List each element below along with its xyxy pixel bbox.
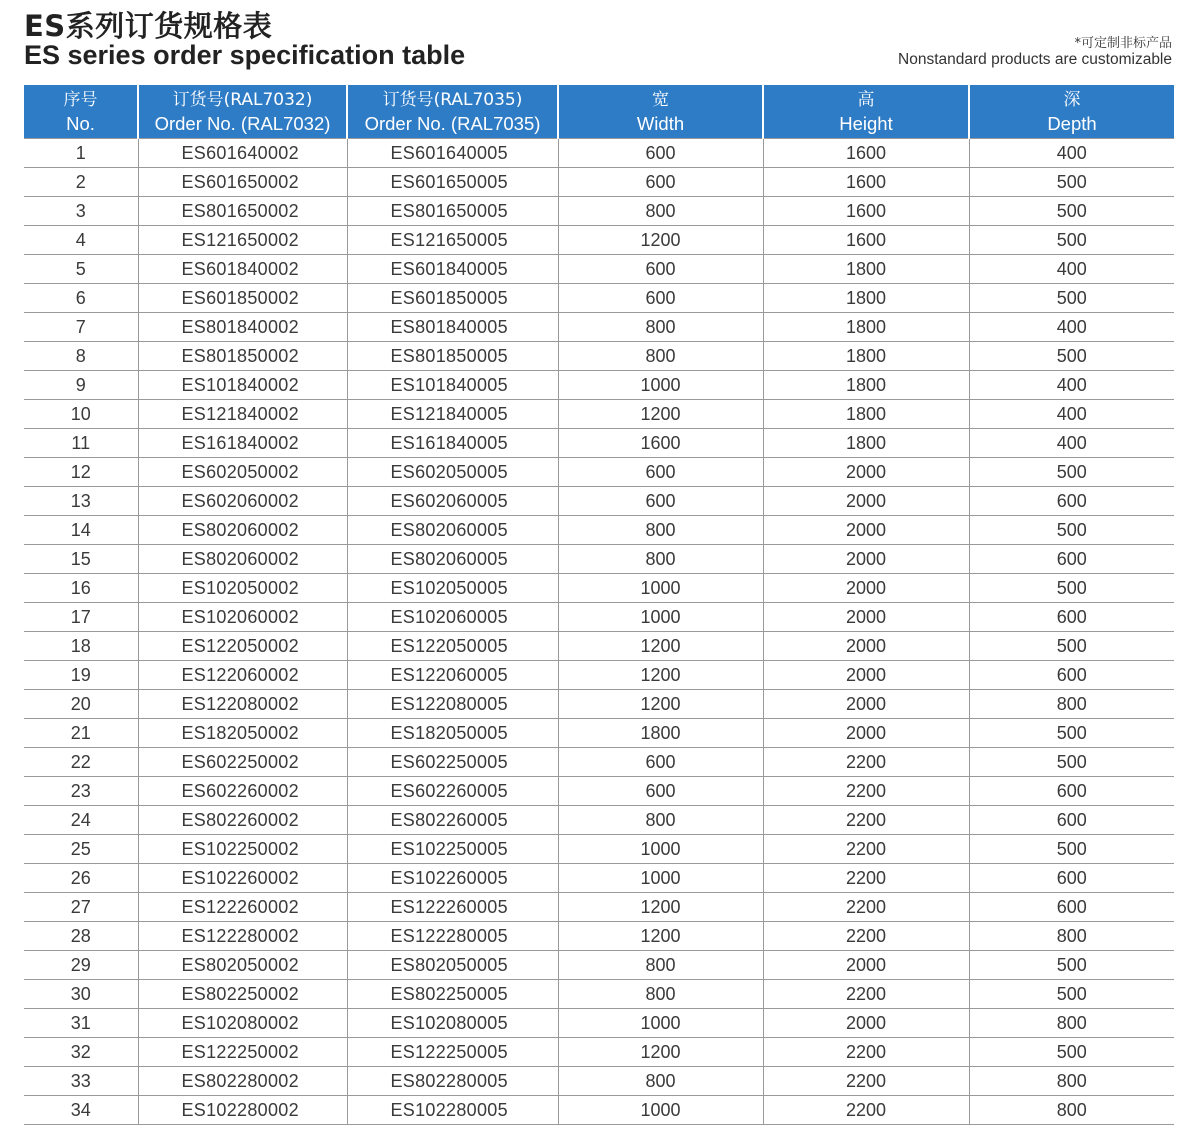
table-row bbox=[24, 168, 1174, 197]
cell-no: 26 bbox=[24, 864, 138, 893]
cell-order-ral7035: ES102250005 bbox=[347, 835, 558, 864]
table-row bbox=[24, 719, 1174, 748]
cell-no: 30 bbox=[24, 980, 138, 1009]
cell-no: 12 bbox=[24, 458, 138, 487]
cell-order-ral7035: ES802060005 bbox=[347, 516, 558, 545]
cell-depth: 500 bbox=[969, 342, 1174, 371]
cell-depth: 800 bbox=[969, 690, 1174, 719]
cell-height: 2200 bbox=[763, 806, 969, 835]
cell-no: 33 bbox=[24, 1067, 138, 1096]
cell-order-ral7035: ES182050005 bbox=[347, 719, 558, 748]
table-row bbox=[24, 139, 1174, 168]
cell-width: 600 bbox=[558, 255, 763, 284]
cell-order-ral7035: ES121650005 bbox=[347, 226, 558, 255]
cell-order-ral7032: ES602250002 bbox=[138, 748, 347, 777]
cell-width: 600 bbox=[558, 284, 763, 313]
cell-height: 2200 bbox=[763, 922, 969, 951]
page-title-en: ES series order specification table bbox=[24, 40, 466, 70]
table-row bbox=[24, 864, 1174, 893]
table-row bbox=[24, 226, 1174, 255]
cell-order-ral7035: ES102060005 bbox=[347, 603, 558, 632]
cell-height: 1600 bbox=[763, 226, 969, 255]
cell-width: 1200 bbox=[558, 922, 763, 951]
cell-order-ral7032: ES802280002 bbox=[138, 1067, 347, 1096]
cell-width: 1200 bbox=[558, 893, 763, 922]
table-row bbox=[24, 661, 1174, 690]
cell-order-ral7035: ES122050005 bbox=[347, 632, 558, 661]
cell-order-ral7035: ES802060005 bbox=[347, 545, 558, 574]
cell-order-ral7032: ES801840002 bbox=[138, 313, 347, 342]
cell-order-ral7032: ES182050002 bbox=[138, 719, 347, 748]
cell-order-ral7032: ES802250002 bbox=[138, 980, 347, 1009]
cell-order-ral7032: ES601850002 bbox=[138, 284, 347, 313]
cell-order-ral7035: ES802280005 bbox=[347, 1067, 558, 1096]
cell-depth: 800 bbox=[969, 1009, 1174, 1038]
cell-width: 1000 bbox=[558, 835, 763, 864]
cell-height: 2000 bbox=[763, 951, 969, 980]
cell-order-ral7032: ES601640002 bbox=[138, 139, 347, 168]
cell-height: 2200 bbox=[763, 1038, 969, 1067]
cell-order-ral7035: ES102280005 bbox=[347, 1096, 558, 1125]
table-row bbox=[24, 574, 1174, 603]
cell-order-ral7035: ES801840005 bbox=[347, 313, 558, 342]
cell-depth: 600 bbox=[969, 893, 1174, 922]
cell-no: 32 bbox=[24, 1038, 138, 1067]
cell-height: 1800 bbox=[763, 371, 969, 400]
cell-order-ral7035: ES122260005 bbox=[347, 893, 558, 922]
cell-order-ral7032: ES161840002 bbox=[138, 429, 347, 458]
cell-width: 1200 bbox=[558, 690, 763, 719]
cell-width: 600 bbox=[558, 487, 763, 516]
table-row bbox=[24, 893, 1174, 922]
cell-order-ral7035: ES122250005 bbox=[347, 1038, 558, 1067]
table-row bbox=[24, 835, 1174, 864]
table-row bbox=[24, 342, 1174, 371]
table-row bbox=[24, 980, 1174, 1009]
order-spec-table bbox=[24, 85, 1174, 1125]
cell-depth: 600 bbox=[969, 806, 1174, 835]
cell-order-ral7035: ES122060005 bbox=[347, 661, 558, 690]
cell-order-ral7032: ES602050002 bbox=[138, 458, 347, 487]
cell-width: 1200 bbox=[558, 632, 763, 661]
cell-order-ral7035: ES602250005 bbox=[347, 748, 558, 777]
column-header-depth bbox=[969, 85, 1174, 139]
cell-height: 2200 bbox=[763, 835, 969, 864]
cell-height: 1800 bbox=[763, 313, 969, 342]
cell-depth: 500 bbox=[969, 1038, 1174, 1067]
table-row bbox=[24, 313, 1174, 342]
cell-height: 1800 bbox=[763, 255, 969, 284]
cell-height: 2000 bbox=[763, 487, 969, 516]
cell-order-ral7032: ES801650002 bbox=[138, 197, 347, 226]
cell-depth: 500 bbox=[969, 748, 1174, 777]
cell-order-ral7035: ES101840005 bbox=[347, 371, 558, 400]
cell-no: 10 bbox=[24, 400, 138, 429]
cell-no: 23 bbox=[24, 777, 138, 806]
cell-order-ral7032: ES102260002 bbox=[138, 864, 347, 893]
cell-no: 27 bbox=[24, 893, 138, 922]
cell-width: 600 bbox=[558, 168, 763, 197]
cell-height: 1800 bbox=[763, 400, 969, 429]
table-row bbox=[24, 1038, 1174, 1067]
table-row bbox=[24, 632, 1174, 661]
cell-no: 22 bbox=[24, 748, 138, 777]
cell-no: 4 bbox=[24, 226, 138, 255]
cell-width: 1200 bbox=[558, 226, 763, 255]
cell-order-ral7032: ES122080002 bbox=[138, 690, 347, 719]
cell-height: 1600 bbox=[763, 197, 969, 226]
cell-order-ral7032: ES602260002 bbox=[138, 777, 347, 806]
cell-no: 3 bbox=[24, 197, 138, 226]
cell-height: 1600 bbox=[763, 139, 969, 168]
cell-order-ral7032: ES802060002 bbox=[138, 545, 347, 574]
cell-width: 800 bbox=[558, 545, 763, 574]
cell-width: 800 bbox=[558, 951, 763, 980]
cell-depth: 500 bbox=[969, 458, 1174, 487]
cell-order-ral7032: ES602060002 bbox=[138, 487, 347, 516]
cell-width: 1000 bbox=[558, 1009, 763, 1038]
table-row bbox=[24, 777, 1174, 806]
cell-order-ral7032: ES101840002 bbox=[138, 371, 347, 400]
cell-order-ral7035: ES102260005 bbox=[347, 864, 558, 893]
cell-depth: 500 bbox=[969, 197, 1174, 226]
cell-no: 11 bbox=[24, 429, 138, 458]
cell-order-ral7032: ES801850002 bbox=[138, 342, 347, 371]
column-header-en: Order No. (RAL7032) bbox=[154, 112, 331, 134]
cell-order-ral7035: ES601640005 bbox=[347, 139, 558, 168]
cell-width: 1200 bbox=[558, 400, 763, 429]
cell-order-ral7035: ES121840005 bbox=[347, 400, 558, 429]
column-header-cn: 宽 bbox=[652, 89, 669, 110]
cell-no: 6 bbox=[24, 284, 138, 313]
table-row bbox=[24, 487, 1174, 516]
cell-width: 1000 bbox=[558, 371, 763, 400]
column-header-no bbox=[24, 85, 138, 139]
cell-depth: 800 bbox=[969, 1096, 1174, 1125]
table-row bbox=[24, 284, 1174, 313]
cell-order-ral7035: ES102050005 bbox=[347, 574, 558, 603]
cell-order-ral7032: ES802060002 bbox=[138, 516, 347, 545]
cell-order-ral7035: ES802250005 bbox=[347, 980, 558, 1009]
cell-no: 31 bbox=[24, 1009, 138, 1038]
cell-depth: 600 bbox=[969, 777, 1174, 806]
cell-order-ral7032: ES122050002 bbox=[138, 632, 347, 661]
cell-order-ral7035: ES602260005 bbox=[347, 777, 558, 806]
cell-no: 25 bbox=[24, 835, 138, 864]
table-row bbox=[24, 458, 1174, 487]
cell-no: 34 bbox=[24, 1096, 138, 1125]
table-row bbox=[24, 806, 1174, 835]
cell-height: 2000 bbox=[763, 661, 969, 690]
table-row bbox=[24, 255, 1174, 284]
cell-depth: 600 bbox=[969, 864, 1174, 893]
cell-order-ral7032: ES102060002 bbox=[138, 603, 347, 632]
cell-depth: 800 bbox=[969, 922, 1174, 951]
cell-width: 800 bbox=[558, 1067, 763, 1096]
cell-width: 800 bbox=[558, 980, 763, 1009]
cell-height: 2000 bbox=[763, 690, 969, 719]
cell-order-ral7032: ES102050002 bbox=[138, 574, 347, 603]
cell-no: 29 bbox=[24, 951, 138, 980]
table-row bbox=[24, 429, 1174, 458]
cell-order-ral7032: ES102280002 bbox=[138, 1096, 347, 1125]
table-row bbox=[24, 603, 1174, 632]
table-row bbox=[24, 922, 1174, 951]
cell-width: 800 bbox=[558, 806, 763, 835]
cell-height: 2200 bbox=[763, 1067, 969, 1096]
cell-no: 5 bbox=[24, 255, 138, 284]
cell-no: 18 bbox=[24, 632, 138, 661]
cell-width: 600 bbox=[558, 458, 763, 487]
page-title-cn: ES系列订货规格表 bbox=[24, 9, 273, 43]
cell-order-ral7032: ES122260002 bbox=[138, 893, 347, 922]
cell-width: 1200 bbox=[558, 1038, 763, 1067]
cell-order-ral7032: ES802050002 bbox=[138, 951, 347, 980]
cell-order-ral7032: ES102080002 bbox=[138, 1009, 347, 1038]
cell-depth: 600 bbox=[969, 661, 1174, 690]
cell-no: 1 bbox=[24, 139, 138, 168]
cell-no: 14 bbox=[24, 516, 138, 545]
column-header-order-ral7035 bbox=[347, 85, 558, 139]
cell-height: 2000 bbox=[763, 1009, 969, 1038]
cell-width: 1800 bbox=[558, 719, 763, 748]
cell-order-ral7035: ES601850005 bbox=[347, 284, 558, 313]
column-header-width bbox=[558, 85, 763, 139]
table-row bbox=[24, 1067, 1174, 1096]
cell-order-ral7032: ES121840002 bbox=[138, 400, 347, 429]
table-row bbox=[24, 516, 1174, 545]
cell-no: 8 bbox=[24, 342, 138, 371]
column-header-cn: 订货号(RAL7032) bbox=[172, 89, 313, 110]
cell-depth: 400 bbox=[969, 429, 1174, 458]
cell-no: 24 bbox=[24, 806, 138, 835]
cell-order-ral7032: ES601840002 bbox=[138, 255, 347, 284]
table-header-row bbox=[24, 85, 1174, 139]
cell-no: 28 bbox=[24, 922, 138, 951]
cell-order-ral7035: ES801850005 bbox=[347, 342, 558, 371]
column-header-cn: 序号 bbox=[63, 89, 98, 110]
cell-height: 2000 bbox=[763, 458, 969, 487]
cell-width: 1000 bbox=[558, 574, 763, 603]
cell-height: 2200 bbox=[763, 980, 969, 1009]
cell-order-ral7032: ES122280002 bbox=[138, 922, 347, 951]
cell-order-ral7035: ES802050005 bbox=[347, 951, 558, 980]
table-row bbox=[24, 371, 1174, 400]
cell-order-ral7035: ES601650005 bbox=[347, 168, 558, 197]
cell-height: 1800 bbox=[763, 342, 969, 371]
column-header-height bbox=[763, 85, 969, 139]
cell-height: 2200 bbox=[763, 748, 969, 777]
column-header-en: Depth bbox=[1047, 112, 1097, 134]
cell-order-ral7035: ES602050005 bbox=[347, 458, 558, 487]
cell-no: 9 bbox=[24, 371, 138, 400]
column-header-cn: 高 bbox=[857, 89, 875, 110]
cell-height: 1800 bbox=[763, 284, 969, 313]
column-header-order-ral7032 bbox=[138, 85, 347, 139]
cell-depth: 400 bbox=[969, 400, 1174, 429]
cell-height: 2000 bbox=[763, 516, 969, 545]
cell-depth: 500 bbox=[969, 168, 1174, 197]
table-row bbox=[24, 690, 1174, 719]
cell-order-ral7035: ES601840005 bbox=[347, 255, 558, 284]
cell-height: 2200 bbox=[763, 893, 969, 922]
cell-order-ral7032: ES102250002 bbox=[138, 835, 347, 864]
cell-order-ral7035: ES161840005 bbox=[347, 429, 558, 458]
column-header-en: Order No. (RAL7035) bbox=[364, 112, 541, 134]
table-row bbox=[24, 951, 1174, 980]
table-row bbox=[24, 1009, 1174, 1038]
cell-width: 600 bbox=[558, 139, 763, 168]
cell-depth: 600 bbox=[969, 487, 1174, 516]
cell-width: 800 bbox=[558, 342, 763, 371]
cell-order-ral7035: ES602060005 bbox=[347, 487, 558, 516]
cell-no: 17 bbox=[24, 603, 138, 632]
cell-height: 2000 bbox=[763, 574, 969, 603]
cell-depth: 400 bbox=[969, 139, 1174, 168]
column-header-en: Width bbox=[636, 112, 685, 134]
cell-height: 2200 bbox=[763, 864, 969, 893]
cell-height: 2000 bbox=[763, 719, 969, 748]
cell-depth: 500 bbox=[969, 835, 1174, 864]
cell-order-ral7032: ES802260002 bbox=[138, 806, 347, 835]
cell-no: 15 bbox=[24, 545, 138, 574]
cell-depth: 500 bbox=[969, 951, 1174, 980]
cell-width: 1000 bbox=[558, 603, 763, 632]
cell-width: 800 bbox=[558, 313, 763, 342]
cell-no: 16 bbox=[24, 574, 138, 603]
cell-no: 21 bbox=[24, 719, 138, 748]
table-row bbox=[24, 748, 1174, 777]
cell-order-ral7032: ES122250002 bbox=[138, 1038, 347, 1067]
cell-order-ral7035: ES122280005 bbox=[347, 922, 558, 951]
customizable-note-cn: *可定制非标产品 bbox=[1074, 36, 1172, 51]
cell-order-ral7035: ES802260005 bbox=[347, 806, 558, 835]
cell-height: 1600 bbox=[763, 168, 969, 197]
cell-depth: 600 bbox=[969, 603, 1174, 632]
cell-order-ral7035: ES801650005 bbox=[347, 197, 558, 226]
cell-depth: 400 bbox=[969, 371, 1174, 400]
cell-depth: 500 bbox=[969, 719, 1174, 748]
cell-depth: 500 bbox=[969, 574, 1174, 603]
cell-height: 1800 bbox=[763, 429, 969, 458]
cell-depth: 500 bbox=[969, 284, 1174, 313]
table-row bbox=[24, 197, 1174, 226]
cell-order-ral7032: ES601650002 bbox=[138, 168, 347, 197]
cell-height: 2000 bbox=[763, 632, 969, 661]
cell-depth: 500 bbox=[969, 516, 1174, 545]
cell-width: 1000 bbox=[558, 864, 763, 893]
cell-depth: 400 bbox=[969, 313, 1174, 342]
cell-no: 13 bbox=[24, 487, 138, 516]
cell-width: 1200 bbox=[558, 661, 763, 690]
cell-no: 20 bbox=[24, 690, 138, 719]
cell-width: 600 bbox=[558, 777, 763, 806]
column-header-en: No. bbox=[66, 112, 95, 134]
cell-no: 19 bbox=[24, 661, 138, 690]
cell-depth: 500 bbox=[969, 226, 1174, 255]
table-row bbox=[24, 400, 1174, 429]
cell-height: 2200 bbox=[763, 1096, 969, 1125]
table-body bbox=[24, 139, 1174, 1125]
cell-order-ral7035: ES122080005 bbox=[347, 690, 558, 719]
cell-depth: 600 bbox=[969, 545, 1174, 574]
customizable-note-en: Nonstandard products are customizable bbox=[898, 51, 1172, 68]
cell-depth: 500 bbox=[969, 980, 1174, 1009]
cell-height: 2000 bbox=[763, 603, 969, 632]
cell-order-ral7032: ES122060002 bbox=[138, 661, 347, 690]
column-header-en: Height bbox=[839, 112, 893, 134]
cell-width: 600 bbox=[558, 748, 763, 777]
table-row bbox=[24, 545, 1174, 574]
cell-depth: 800 bbox=[969, 1067, 1174, 1096]
cell-width: 1000 bbox=[558, 1096, 763, 1125]
cell-depth: 400 bbox=[969, 255, 1174, 284]
cell-width: 800 bbox=[558, 516, 763, 545]
column-header-cn: 订货号(RAL7035) bbox=[382, 89, 523, 110]
cell-no: 2 bbox=[24, 168, 138, 197]
cell-height: 2200 bbox=[763, 777, 969, 806]
cell-depth: 500 bbox=[969, 632, 1174, 661]
cell-height: 2000 bbox=[763, 545, 969, 574]
cell-width: 1600 bbox=[558, 429, 763, 458]
cell-order-ral7032: ES121650002 bbox=[138, 226, 347, 255]
table-row bbox=[24, 1096, 1174, 1125]
cell-no: 7 bbox=[24, 313, 138, 342]
column-header-cn: 深 bbox=[1063, 89, 1081, 110]
cell-width: 800 bbox=[558, 197, 763, 226]
cell-order-ral7035: ES102080005 bbox=[347, 1009, 558, 1038]
